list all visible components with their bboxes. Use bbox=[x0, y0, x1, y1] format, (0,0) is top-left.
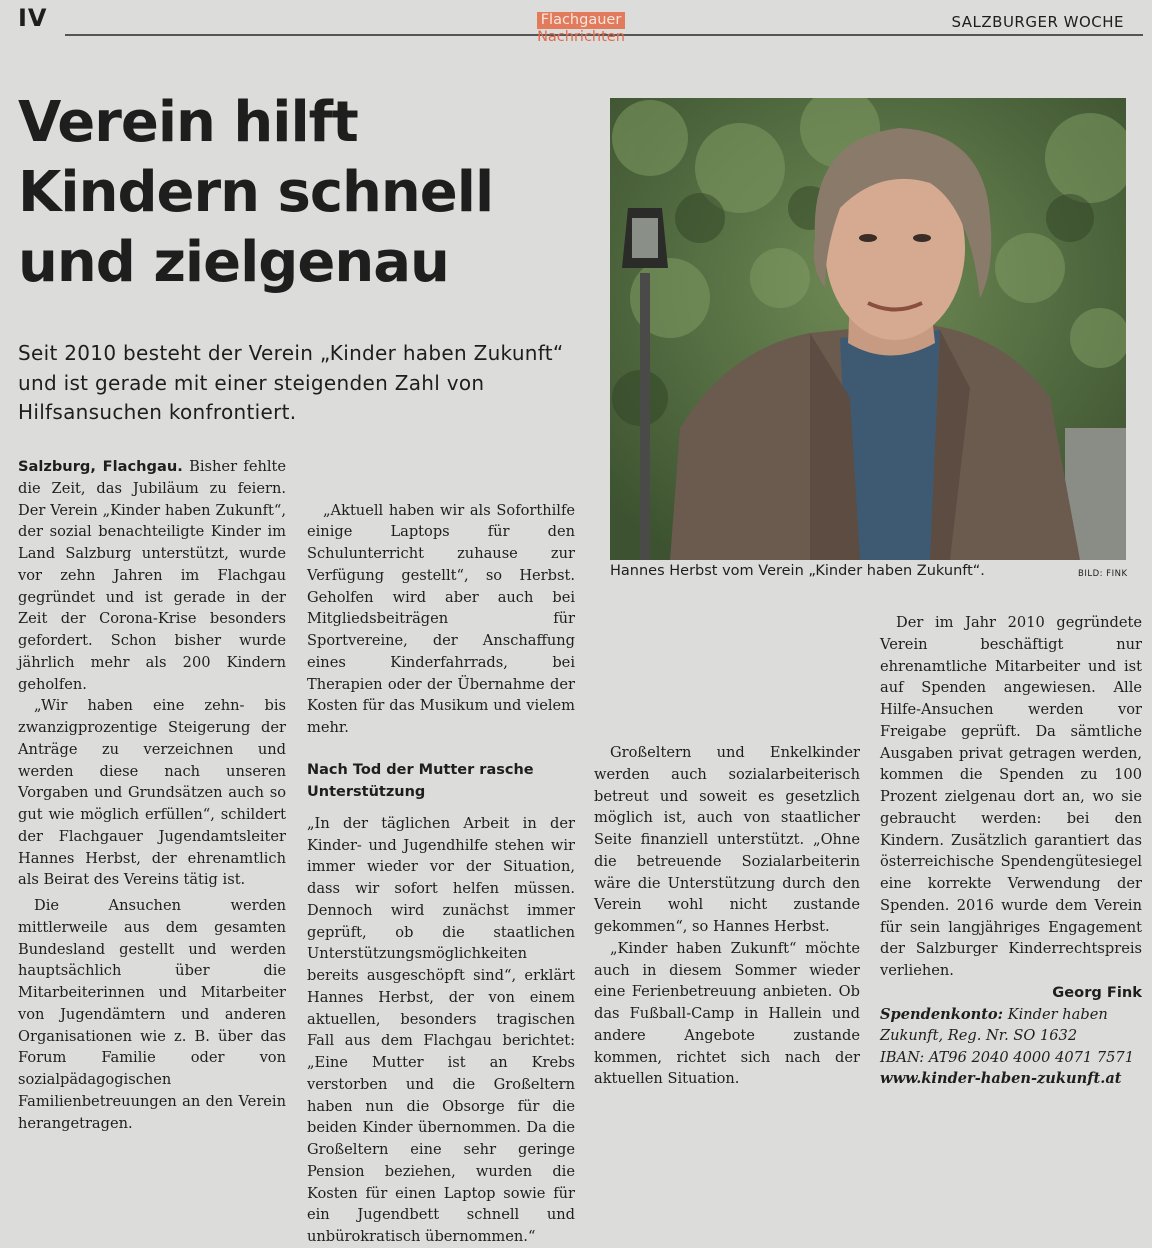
dateline: Salzburg, Flachgau. bbox=[18, 458, 183, 475]
section-label-line2: Nachrichten bbox=[537, 29, 625, 45]
portrait-photo bbox=[610, 98, 1126, 560]
page-number: IV bbox=[18, 4, 48, 32]
donation-info bbox=[880, 1004, 1142, 1090]
headline bbox=[18, 88, 598, 298]
paragraph-3: Die Ansuchen werden mittlerweile aus dem gesamten Bundesland gestellt und werden hauptsächlich über die Mitarbeiterinnen und Mitarbeiter von Jugendämtern und anderen Organisationen wie z. B. über das Forum Familie oder von sozialpädagogischen Familienbetreuungen an den Verein herangetragen. bbox=[18, 897, 286, 1132]
paragraph-2: „Wir haben eine zehn- bis zwanzigprozentige Steigerung der Anträge zu verzeichnen und werden diese nach unseren Vorgaben und Grundsätzen auch so gut wie möglich erfüllen“, schildert der Flachgauer Jugendamtsleiter Hannes Herbst, der ehrenamtlich als Beirat des Vereins tätig ist. bbox=[18, 697, 286, 889]
paragraph-8: Der im Jahr 2010 gegründete Verein beschäftigt nur ehrenamtliche Mitarbeiter und ist auf Spenden angewiesen. Alle Hilfe-Ansuchen werden vor Freigabe geprüft. Da sämtliche Ausgaben privat getragen werden, kommen die Spenden zu 100 Prozent zielgenau dort an, wo sie gebraucht werden: bei den Kindern. Zusätzlich garantiert das österreichische Spendengütesiegel eine korrekte Verwendung der Spenden. 2016 wurde dem Verein für sein langjähriges Engagement der Salzburger Kinderrechtspreis verliehen. bbox=[880, 614, 1142, 979]
photo-credit: BILD: FINK bbox=[1078, 569, 1128, 579]
headline-line-2: Kindern schnell bbox=[18, 160, 494, 225]
paragraph-1: Bisher fehlte die Zeit, das Jubiläum zu feiern. Der Verein „Kinder haben Zukunft“, der sozial benachteiligte Kinder im Land Salzburg unterstützt, wurde vor zehn Jahren im Flachgau gegründet und ist gerade in der Zeit der Corona-Krise besonders gefordert. Schon bisher wurde jährlich mehr als 200 Kindern geholfen. bbox=[18, 458, 287, 693]
paragraph-7: „Kinder haben Zukunft“ möchte auch in diesem Sommer wieder eine Ferienbetreuung anbieten. Ob das Fußball-Camp in Hallein und andere Angebote zustande kommen, richtet sich nach der aktuellen Situation. bbox=[594, 939, 860, 1088]
col3-spacer bbox=[594, 612, 860, 742]
paragraph-5: „In der täglichen Arbeit in der Kinder- und Jugendhilfe stehen wir immer wieder vor der Situation, dass wir sofort helfen müssen. Dennoch wird zunächst immer geprüft, ob die staatlichen Unterstützungsmöglichkeiten bereits ausgeschöpft sind“, erklärt Hannes Herbst, der von einem aktuellen, besonders tragischen Fall aus dem Flachgau berichtet: „Eine Mutter ist an Krebs verstorben und die Großeltern haben nun die Obsorge für die beiden Kinder übernommen. Da die Großeltern eine sehr geringe Pension beziehen, wurden die Kosten für einen Laptop sowie für ein Jugendbett schnell und unbürokratisch übernommen.“ bbox=[307, 814, 575, 1245]
headline-line-1: Verein hilft bbox=[18, 90, 358, 155]
lead-paragraph: Seit 2010 besteht der Verein „Kinder haben Zukunft“ und ist gerade mit einer steigenden Zahl von Hilfsansuchen konfrontiert. bbox=[18, 341, 564, 424]
article-column-3 bbox=[594, 612, 860, 1090]
headline-line-3: und zielgenau bbox=[18, 230, 449, 295]
donation-account: Kinder haben Zukunft, Reg. Nr. SO 1632 bbox=[880, 1005, 1108, 1044]
col2-spacer bbox=[307, 456, 575, 500]
portrait-photo-illustration bbox=[610, 98, 1126, 560]
paragraph-4: „Aktuell haben wir als Soforthilfe einige Laptops für den Schulunterricht zuhause zur Verfügung gestellt“, so Herbst. Geholfen wird aber auch bei Mitgliedsbeiträgen für Sportvereine, der Anschaffung eines Kinderfahrrads, bei Therapien oder der Übernahme der Kosten für das Musikum und vielem mehr. bbox=[307, 501, 575, 736]
photo-caption: Hannes Herbst vom Verein „Kinder haben Zukunft“. bbox=[610, 563, 985, 579]
author: Georg Fink bbox=[1052, 983, 1142, 1001]
article-column-1 bbox=[18, 456, 286, 1134]
donation-label: Spendenkonto: bbox=[880, 1005, 1004, 1023]
article-column-4 bbox=[880, 612, 1142, 1090]
article-paragraph bbox=[18, 456, 286, 695]
subheadline: Nach Tod der Mutter rasche Unterstützung bbox=[307, 761, 534, 800]
paragraph-6: Großeltern und Enkelkinder werden auch sozialarbeiterisch betreut und soweit es gesetzlich möglich ist, auch von staatlicher Seite finanziell unterstützt. „Ohne die betreuende Sozialarbeiterin wäre die Unterstützung durch den Verein wohl nicht zustande gekommen“, so Hannes Herbst. bbox=[594, 744, 860, 935]
section-label bbox=[526, 12, 636, 46]
section-label-line1: Flachgauer bbox=[537, 12, 626, 29]
newspaper-name: SALZBURGER WOCHE bbox=[951, 13, 1124, 31]
article-column-2 bbox=[307, 456, 575, 1248]
donation-website: www.kinder-haben-zukunft.at bbox=[880, 1070, 1122, 1087]
donation-iban: IBAN: AT96 2040 4000 4071 7571 bbox=[880, 1048, 1134, 1066]
